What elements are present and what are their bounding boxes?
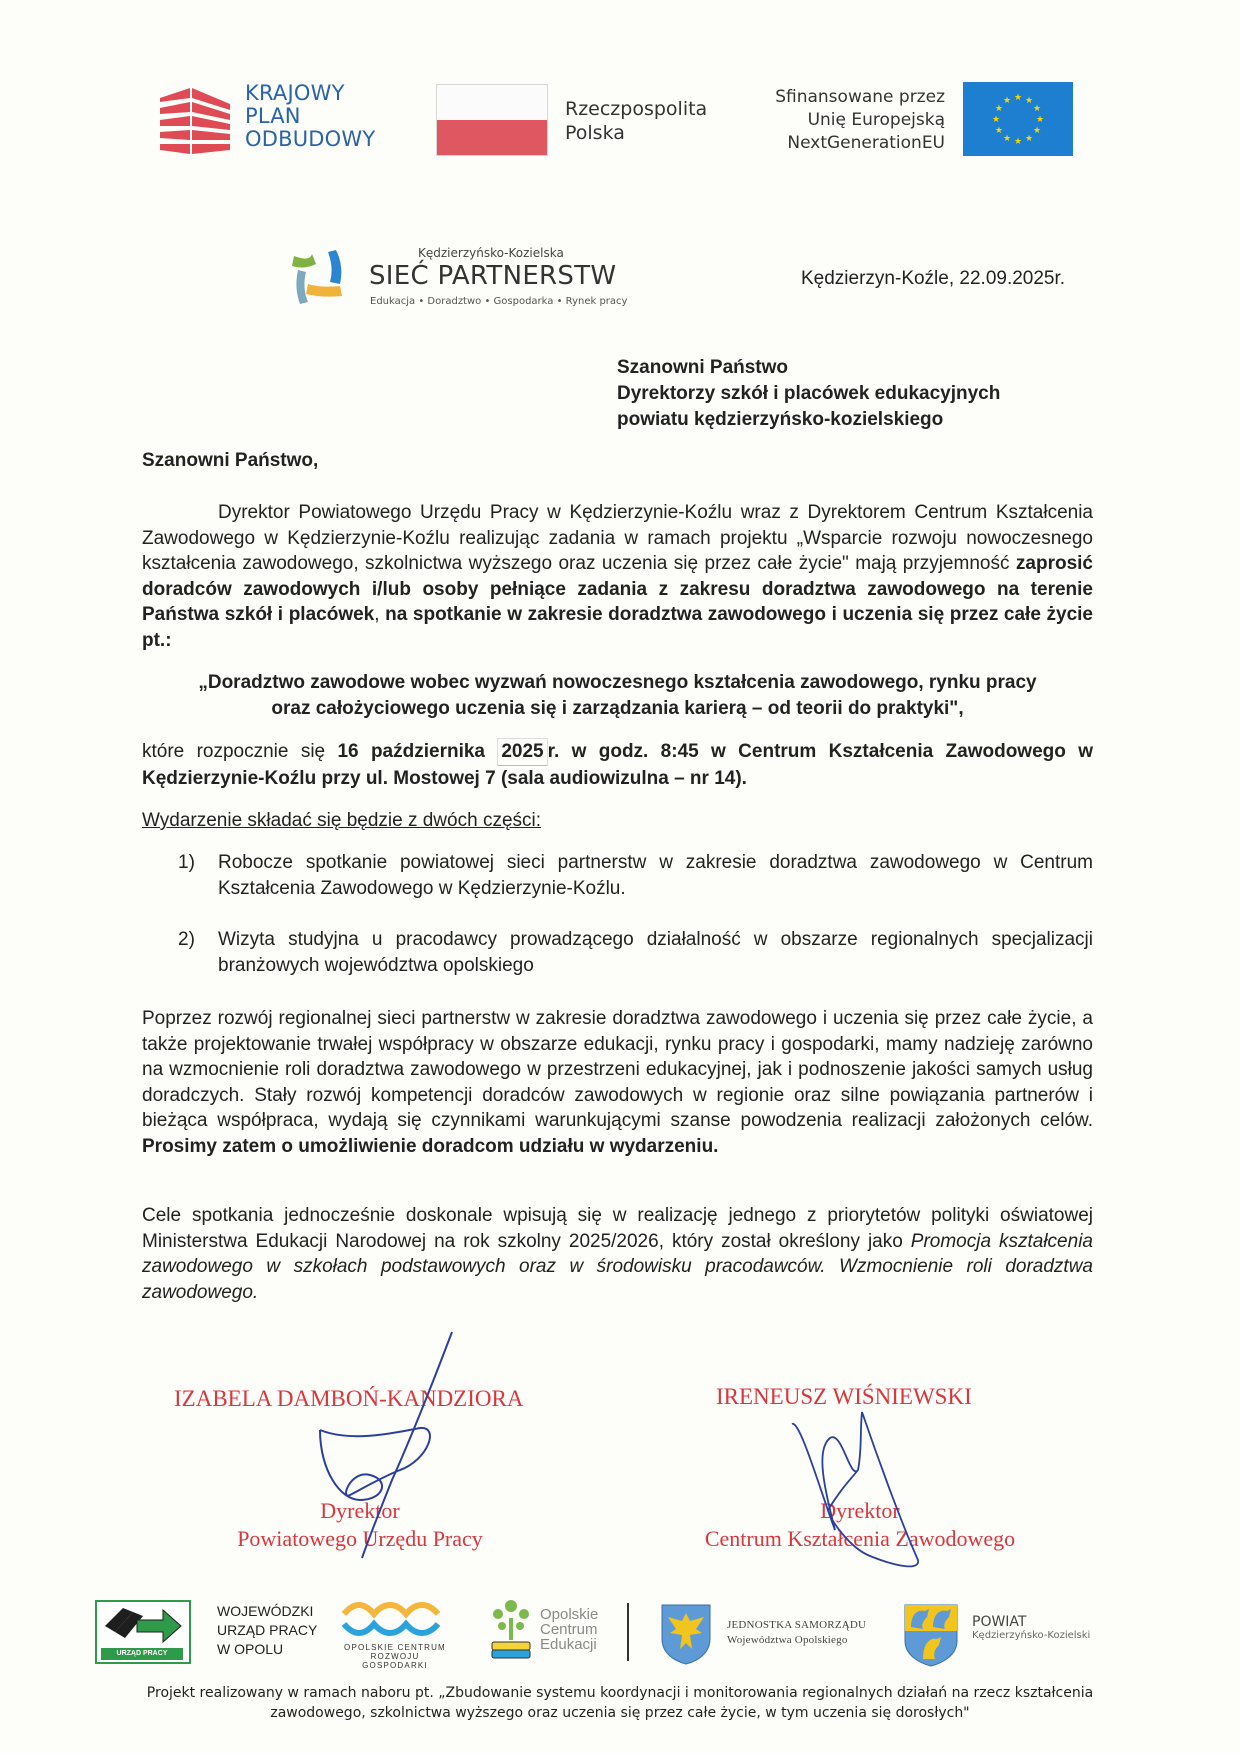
paragraph-event-details — [142, 738, 1093, 791]
eu-star-icon: ★ — [1002, 94, 1012, 105]
event-title — [142, 670, 1093, 722]
addressee-line: Szanowni Państwo — [617, 357, 789, 378]
ocrg-line: ROZWOJU GOSPODARKI — [362, 1652, 428, 1670]
poland-line: Rzeczpospolita — [565, 98, 708, 120]
event-date: 16 października — [337, 741, 498, 762]
event-title-line: „Doradztwo zawodowe wobec wyzwań nowoczesnego kształcenia zawodowego, rynku pracy — [198, 672, 1037, 693]
urzad-pracy-badge: URZĄD PRACY — [101, 1648, 183, 1660]
logo-divider — [627, 1603, 629, 1661]
kpo-line: PLAN — [245, 104, 301, 128]
kpo-line: KRAJOWY — [245, 81, 345, 105]
signatory-role-2 — [670, 1497, 1050, 1553]
eu-funding-text — [700, 86, 945, 155]
jsw-line: Województwa Opolskiego — [727, 1634, 848, 1646]
addressee-line: Dyrektorzy szkół i placówek edukacyjnych — [617, 383, 1001, 404]
wup-line: W OPOLU — [217, 1641, 284, 1657]
oce-tree-icon — [488, 1596, 534, 1662]
list-text: Robocze spotkanie powiatowej sieci partnerstw w zakresie doradztwa zawodowego w Centrum Kształcenia Zawodowego w Kędzierzynie-Koźlu. — [218, 852, 1093, 899]
wup-line: WOJEWÓDZKI — [217, 1603, 314, 1619]
powiat-logo-text — [972, 1614, 1090, 1641]
signatory-role-1 — [200, 1497, 520, 1553]
eu-line: Unię Europejską — [807, 110, 945, 130]
paragraph-invitation — [142, 500, 1093, 653]
text-run-bold: Prosimy zatem o umożliwienie doradcom udziału w wydarzeniu. — [142, 1135, 719, 1157]
wup-line: URZĄD PRACY — [217, 1622, 318, 1638]
salutation: Szanowni Państwo, — [142, 450, 319, 471]
role-line: Dyrektor — [320, 1498, 400, 1523]
text-run: , — [374, 604, 386, 625]
eu-line: NextGenerationEU — [787, 133, 945, 153]
poland-flag-icon — [436, 84, 548, 156]
event-location: r. w godz. 8:45 w Centrum Kształcenia Zawodowego w Kędzierzynie-Koźlu przy ul. Mostowej 7 (sala audiowizulna – nr 14). — [142, 741, 1093, 789]
wup-logo-text — [217, 1602, 317, 1659]
role-line: Centrum Kształcenia Zawodowego — [704, 1526, 1016, 1551]
role-line: Powiatowego Urzędu Pracy — [237, 1526, 483, 1551]
ocrg-logo-text — [340, 1643, 450, 1670]
poland-logo-text — [565, 97, 707, 145]
eu-star-icon: ★ — [1013, 136, 1023, 146]
eu-star-icon: ★ — [1033, 125, 1042, 135]
paragraph-priorities — [142, 1203, 1093, 1305]
eu-star-icon: ★ — [1002, 133, 1012, 144]
kpo-logo-icon — [160, 84, 232, 158]
eu-star-icon: ★ — [1024, 94, 1034, 105]
addressee-block — [617, 355, 1000, 433]
eu-line: Sfinansowane przez — [775, 87, 945, 107]
eu-star-icon: ★ — [1013, 92, 1023, 102]
ocrg-logo-icon — [340, 1600, 450, 1640]
oce-logo-text — [540, 1607, 598, 1652]
signatory-name-1: IZABELA DAMBOŃ-KANDZIORA — [174, 1386, 524, 1411]
list-text: Wizyta studyjna u pracodawcy prowadzącego działalność w obszarze regionalnych specjalizacji branżowych województwa opolskiego — [218, 929, 1093, 976]
role-line: Dyrektor — [820, 1498, 900, 1523]
siec-partnerstw-logo-icon — [290, 248, 346, 308]
oce-line: Edukacji — [540, 1636, 597, 1653]
list-number: 2) — [178, 929, 195, 950]
parts-heading: Wydarzenie składać się będzie z dwóch części: — [142, 810, 542, 831]
addressee-line: powiatu kędzierzyńsko-kozielskiego — [617, 409, 944, 430]
jsw-logo-text — [727, 1618, 866, 1648]
event-year: 2025 — [497, 738, 547, 766]
kpo-line: ODBUDOWY — [245, 127, 376, 151]
text-run: Poprzez rozwój regionalnej sieci partnerstw w zakresie doradztwa zawodowego i uczenia się przez całe życie, a także projektowanie trwałej współpracy w obszarze edukacji, rynku pracy i gospodarki, mamy nadzieję zarówno na wzmocnienie roli doradztwa zawodowego w przestrzeni edukacyjnej, jak i podnoszenie jakości samych usług doradczych. Stały rozwój kompetencji doradców zawodowych w regionie oraz silne powiązania partnerów i bieżąca współpraca, wydają się czynnikami warunkującymi szanse powodzenia realizacji założonych celów. — [142, 1008, 1093, 1131]
eu-star-icon: ★ — [1024, 133, 1034, 144]
powiat-coat-of-arms-icon — [903, 1603, 959, 1667]
project-footer: Projekt realizowany w ramach naboru pt. „Zbudowanie systemu koordynacji i monitorowania regionalnych działań na rzecz kształcenia zawodowego, szkolnictwa wyższego oraz uczenia się przez całe życie, w tym uczenia się dorosłych" — [146, 1685, 1094, 1721]
eu-star-icon: ★ — [1035, 114, 1045, 124]
urzad-pracy-logo — [95, 1600, 191, 1664]
eu-star-icon: ★ — [994, 103, 1003, 113]
jsw-line: JEDNOSTKA SAMORZĄDU — [727, 1619, 867, 1631]
signature-2-icon — [790, 1410, 930, 1580]
text-run-bold: na spotkanie w zakresie doradztwa zawodowego i uczenia się przez całe życie pt.: — [142, 604, 1093, 651]
network-subtitle: Edukacja • Doradztwo • Gospodarka • Rynek pracy — [370, 296, 628, 307]
text-run: Cele spotkania jednocześnie doskonale wpisują się w realizację jednego z priorytetów polityki oświatowej Ministerstwa Edukacji Narodowej na rok szkolny 2025/2026, który został określony jako — [142, 1205, 1093, 1252]
place-and-date: Kędzierzyn-Koźle, 22.09.2025r. — [801, 268, 1066, 289]
eu-flag-icon — [963, 82, 1073, 156]
list-number: 1) — [178, 852, 195, 873]
text-run: Dyrektor Powiatowego Urzędu Pracy w Kędzierzynie-Koźlu wraz z Dyrektorem Centrum Kształcenia Zawodowego w Kędzierzynie-Koźlu realizując zadania w ramach projektu „Wsparcie rozwoju nowoczesnego kształcenia zawodowego, szkolnictwa wyższego oraz uczenia się przez całe życie" mają przyjemność — [142, 502, 1093, 574]
ocrg-line: OPOLSKIE CENTRUM — [344, 1643, 446, 1652]
paragraph-goals — [142, 1006, 1093, 1159]
network-title: SIEĆ PARTNERSTW — [369, 261, 617, 291]
eu-star-icon: ★ — [991, 114, 1001, 124]
kpo-logo-text — [245, 82, 375, 151]
text-run-bold: zaprosić doradców zawodowych i/lub osoby pełniące zadania z zakresu doradztwa zawodowego na terenie Państwa szkół i placówek — [142, 553, 1093, 625]
network-region-label: Kędzierzyńsko-Kozielska — [418, 246, 564, 260]
text-run: które rozpocznie się — [142, 741, 338, 762]
opolskie-coat-of-arms-icon — [660, 1603, 712, 1665]
urzad-pracy-arrow-icon — [97, 1602, 189, 1646]
signatory-name-2: IRENEUSZ WIŚNIEWSKI — [716, 1384, 972, 1409]
event-title-line: oraz całożyciowego uczenia się i zarządzania karierą – od teorii do praktyki", — [271, 698, 964, 719]
poland-line: Polska — [565, 122, 625, 144]
powiat-line: POWIAT — [972, 1614, 1027, 1630]
oce-line: Centrum — [540, 1621, 598, 1638]
powiat-line: Kędzierzyńsko-Kozielski — [972, 1630, 1091, 1641]
oce-line: Opolskie — [540, 1606, 599, 1623]
eu-star-icon: ★ — [994, 125, 1003, 135]
eu-star-icon: ★ — [1033, 103, 1042, 113]
text-run-italic: Promocja kształcenia zawodowego w szkołach podstawowych oraz w środowisku pracodawców. Wzmocnienie roli doradztwa zawodowego. — [142, 1230, 1093, 1303]
